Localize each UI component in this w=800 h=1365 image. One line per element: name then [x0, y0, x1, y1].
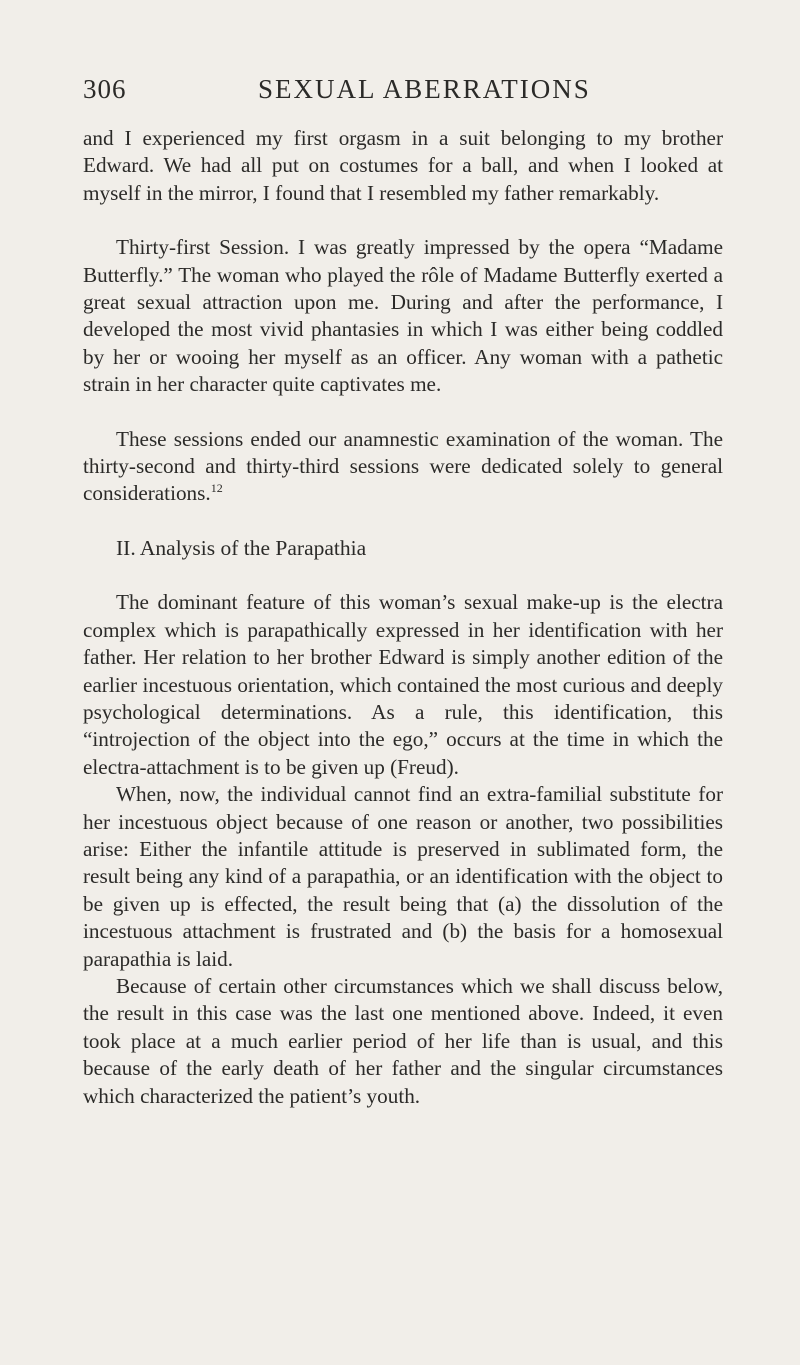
- paragraph-sessions-ended: [83, 426, 723, 508]
- footnote-reference: 12: [210, 481, 223, 496]
- paragraph-when-now: When, now, the individual cannot find an extra-familial substitute for her incestuous object because of one reason or another, two possibilities arise: Either the infantile attitude is preserved in sublimated form, the result being any kind of a parapathia, or an identification with the object to be given up is effected, the result being that (a) the dissolution of the incestuous attachment is frustrated and (b) the basis for a homosexual parapathia is laid.: [83, 782, 723, 971]
- page-header: [83, 74, 723, 114]
- paragraph-continuation: and I experienced my first orgasm in a suit belonging to my brother Edward. We had all put on costumes for a ball, and when I looked at myself in the mirror, I found that I resembled my father remarkably.: [83, 126, 723, 205]
- running-title: SEXUAL ABERRATIONS: [258, 74, 591, 104]
- paragraph-because-of: Because of certain other circumstances which we shall discuss below, the result in this case was the last one mentioned above. Indeed, it even took place at a much earlier period of her life than is usual, and this because of the early death of her father and the singular circumstances which characterized the patient’s youth.: [83, 973, 723, 1108]
- paragraph-dominant-feature: The dominant feature of this woman’s sexual make-up is the electra complex which is parapathically expressed in her identification with her father. Her relation to her brother Edward is simply another edition of the earlier incestuous orientation, which contained the most curious and deeply psychological determinations. As a rule, this identification, this “introjection of the object into the ego,” occurs at the time in which the electra-attachment is to be given up (Freud).: [83, 590, 723, 779]
- section-heading: II. Analysis of the Parapathia: [116, 535, 367, 560]
- page-body: [83, 125, 723, 1110]
- page-number: 306: [83, 74, 127, 104]
- paragraph-thirty-first-session: Thirty-first Session. I was greatly impressed by the opera “Madame Butterfly.” The woman who played the rôle of Madame Butterfly exerted a great sexual attraction upon me. During and after the performance, I developed the most vivid phantasies in which I was either being coddled by her or wooing her myself as an officer. Any woman with a pathetic strain in her character quite captivates me.: [83, 235, 723, 397]
- paragraph-sessions-ended-text: These sessions ended our anamnestic examination of the woman. The thirty-second and thirty-third sessions were dedicated solely to general considerations.: [83, 426, 723, 506]
